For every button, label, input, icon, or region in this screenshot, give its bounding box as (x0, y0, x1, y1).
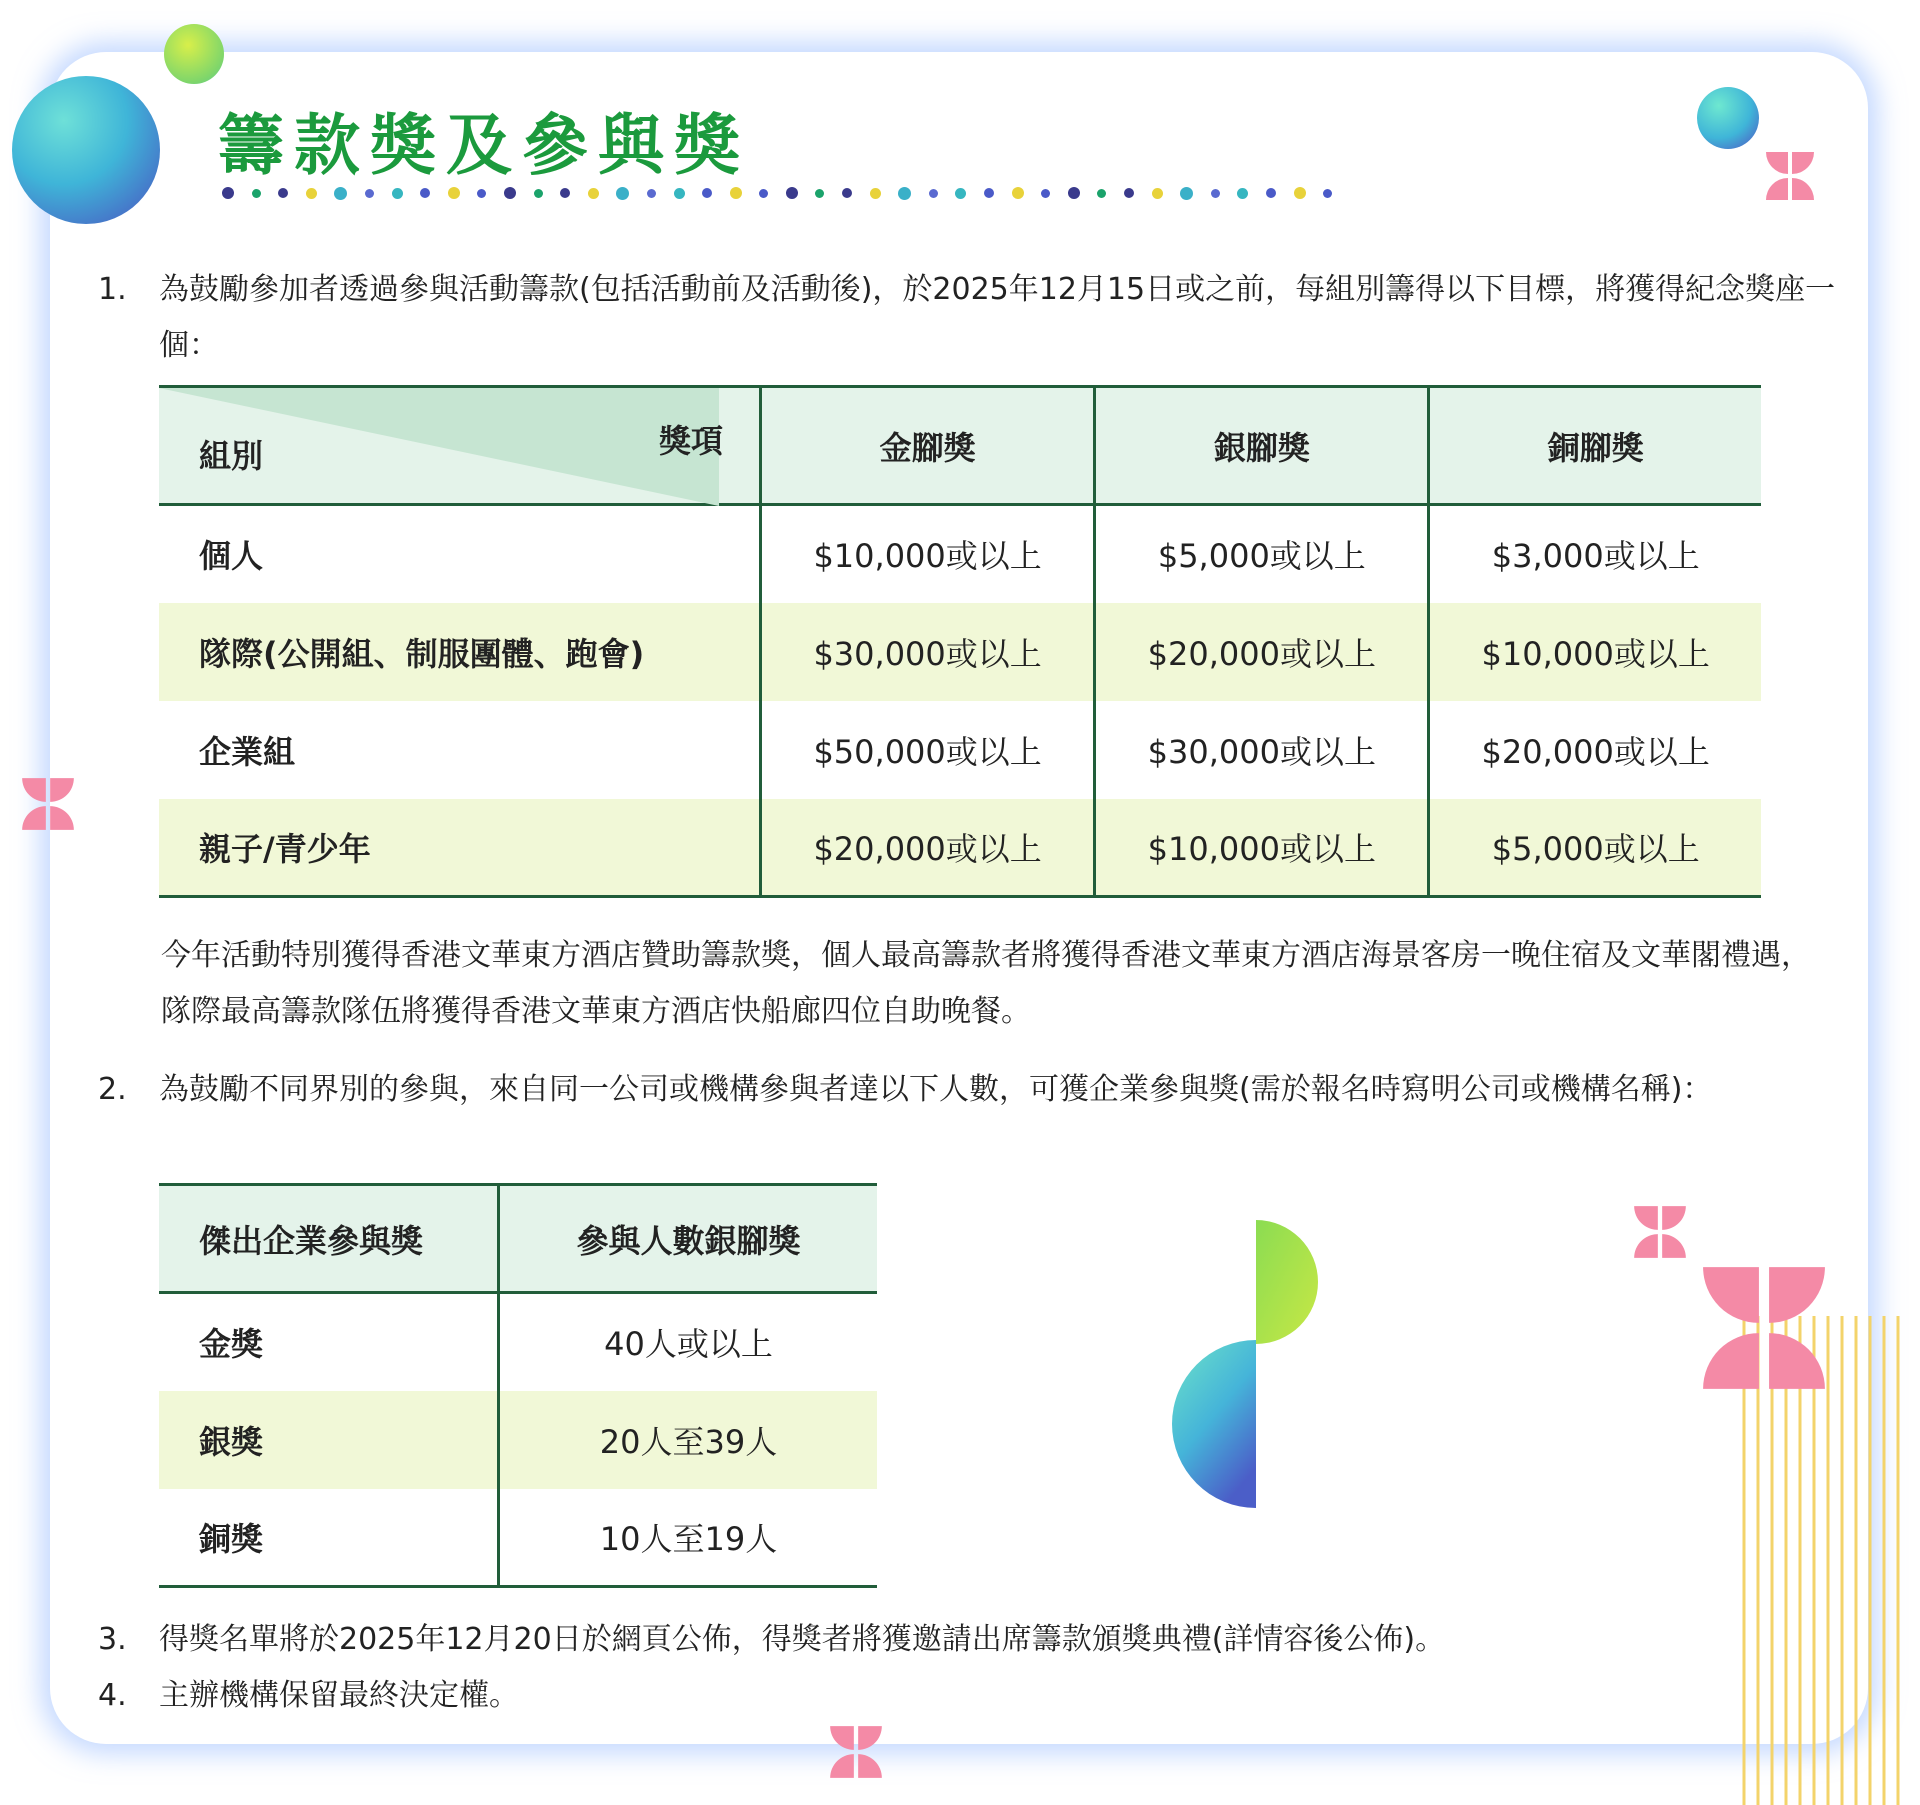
fundraising-award-table (159, 385, 1761, 898)
dotted-divider (222, 184, 1422, 202)
cell-people: 20人至39人 (499, 1391, 878, 1489)
cell-gold: $20,000或以上 (761, 799, 1095, 897)
divider-dot (1323, 189, 1332, 198)
divider-dot (1294, 187, 1306, 199)
flower-icon (20, 776, 76, 832)
column-header-award: 傑出企業參與獎 (199, 1221, 424, 1260)
row-award: 銅獎 (199, 1519, 264, 1558)
divider-dot (392, 188, 403, 199)
divider-dot (984, 188, 994, 198)
cell-bronze: $3,000或以上 (1429, 505, 1761, 603)
flower-icon (828, 1724, 884, 1780)
sponsor-note: 今年活動特別獲得香港文華東方酒店贊助籌款獎，個人最高籌款者將獲得香港文華東方酒店海景客房一晚住宿及文華閣禮遇，隊際最高籌款隊伍將獲得香港文華東方酒店快船廊四位自助晚餐。 (161, 938, 1811, 1029)
cell-gold: $30,000或以上 (761, 603, 1095, 701)
divider-dot (759, 189, 768, 198)
divider-dot (448, 187, 460, 199)
row-group: 親子/青少年 (199, 829, 371, 868)
divider-dot (674, 188, 685, 199)
divider-dot (278, 188, 288, 198)
table-row (159, 1489, 877, 1587)
table-row (159, 701, 1761, 799)
divider-dot (786, 187, 798, 199)
divider-dot (1211, 189, 1220, 198)
row-group: 隊際(公開組、制服團體、跑會) (199, 634, 645, 673)
column-header-silver: 銀腳獎 (1095, 387, 1429, 505)
divider-dot (616, 187, 629, 200)
divider-dot (560, 188, 570, 198)
cell-bronze: $20,000或以上 (1429, 701, 1761, 799)
divider-dot (702, 188, 712, 198)
table-row (159, 505, 1761, 603)
table-row (159, 1391, 877, 1489)
divider-dot (815, 189, 824, 198)
divider-dot (898, 187, 911, 200)
cell-gold: $10,000或以上 (761, 505, 1095, 603)
list-text: 為鼓勵參加者透過參與活動籌款(包括活動前及活動後)，於2025年12月15日或之前，每組別籌得以下目標，將獲得紀念獎座一個： (159, 272, 1836, 363)
cell-silver: $30,000或以上 (1095, 701, 1429, 799)
divider-dot (929, 189, 938, 198)
column-header-gold: 金腳獎 (761, 387, 1095, 505)
cell-silver: $20,000或以上 (1095, 603, 1429, 701)
divider-dot (1068, 187, 1080, 199)
cell-silver: $5,000或以上 (1095, 505, 1429, 603)
row-award: 金獎 (199, 1325, 264, 1364)
table-row (159, 799, 1761, 897)
decor-circle-blue-small (1697, 87, 1759, 149)
decor-circle-blue-large (12, 76, 160, 224)
list-text: 得獎名單將於2025年12月20日於網頁公佈，得獎者將獲邀請出席籌款頒獎典禮(詳情容後公佈)。 (159, 1622, 1446, 1657)
divider-dot (222, 187, 234, 199)
divider-dot (306, 188, 317, 199)
corner-header (159, 387, 761, 505)
divider-dot (252, 189, 261, 198)
divider-dot (647, 189, 656, 198)
list-number: 3. (98, 1622, 127, 1657)
list-number: 4. (98, 1678, 127, 1713)
divider-dot (1152, 188, 1163, 199)
corner-label-award: 獎項 (658, 422, 723, 460)
divider-dot (1012, 187, 1024, 199)
divider-dot (365, 189, 374, 198)
divider-dot (1097, 189, 1106, 198)
table-row (159, 1293, 877, 1391)
cell-people: 40人或以上 (499, 1293, 878, 1391)
cell-silver: $10,000或以上 (1095, 799, 1429, 897)
divider-dot (1180, 187, 1193, 200)
column-header-bronze: 銅腳獎 (1429, 387, 1761, 505)
flower-icon (1632, 1204, 1688, 1260)
divider-dot (420, 188, 430, 198)
cell-gold: $50,000或以上 (761, 701, 1095, 799)
divider-dot (477, 189, 486, 198)
divider-dot (955, 188, 966, 199)
list-text: 為鼓勵不同界別的參與，來自同一公司或機構參與者達以下人數，可獲企業參與獎(需於報名時寫明公司或機構名稱)： (159, 1072, 1713, 1107)
list-number: 2. (98, 1072, 127, 1107)
decor-half-circles (1168, 1218, 1320, 1508)
divider-dot (534, 189, 543, 198)
decor-circle-green-small (164, 24, 224, 84)
divider-dot (1266, 188, 1276, 198)
divider-dot (842, 188, 852, 198)
divider-dot (730, 187, 742, 199)
column-header-people: 參與人數銀腳獎 (499, 1185, 878, 1293)
divider-dot (870, 188, 881, 199)
divider-dot (1237, 188, 1248, 199)
divider-dot (588, 188, 599, 199)
list-number: 1. (98, 272, 127, 307)
cell-bronze: $10,000或以上 (1429, 603, 1761, 701)
page-title: 籌款獎及參與獎 (218, 107, 750, 184)
corporate-participation-table (159, 1183, 877, 1588)
cell-people: 10人至19人 (499, 1489, 878, 1587)
table-row (159, 603, 1761, 701)
divider-dot (1041, 189, 1050, 198)
divider-dot (1124, 188, 1134, 198)
divider-dot (504, 187, 516, 199)
cell-bronze: $5,000或以上 (1429, 799, 1761, 897)
row-award: 銀獎 (199, 1422, 264, 1461)
list-text: 主辦機構保留最終決定權。 (159, 1678, 519, 1713)
divider-dot (334, 187, 347, 200)
flower-icon (1698, 1262, 1830, 1394)
corner-label-group: 組別 (199, 437, 264, 475)
flower-icon (1764, 150, 1816, 202)
table-header-row (159, 387, 1761, 505)
table-header-row (159, 1185, 877, 1293)
row-group: 個人 (199, 537, 264, 576)
row-group: 企業組 (199, 732, 296, 771)
